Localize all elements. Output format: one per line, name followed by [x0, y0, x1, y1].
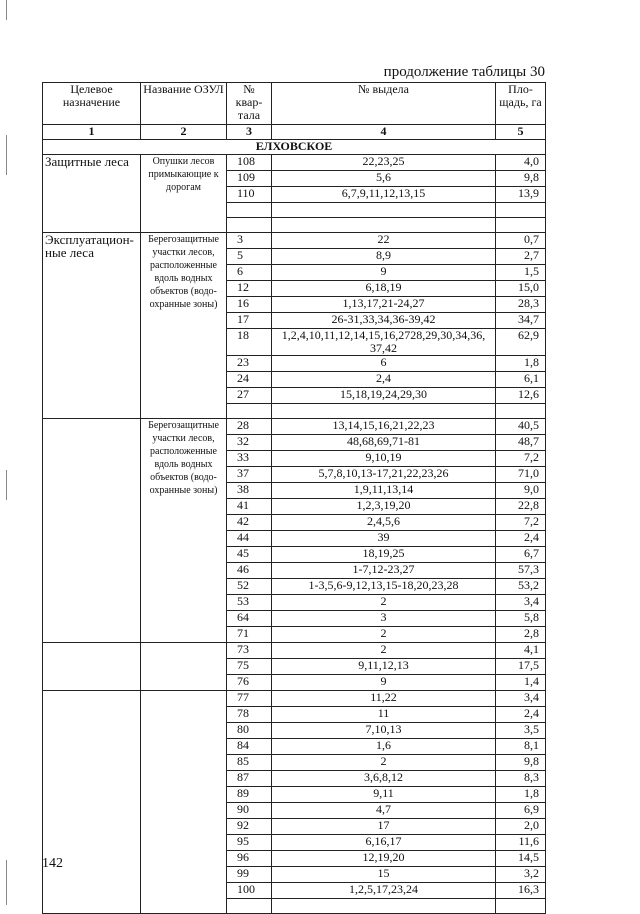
column-number: 4: [272, 125, 496, 140]
quarter-cell: 18: [227, 329, 272, 356]
purpose-cell: [43, 419, 141, 643]
area-cell: 4,1: [496, 643, 546, 659]
plot-cell: 6,18,19: [272, 281, 496, 297]
ozul-cell: Опушки лесов примыкающие к дорогам: [141, 155, 227, 233]
area-cell: 22,8: [496, 499, 546, 515]
quarter-cell: 52: [227, 579, 272, 595]
plot-cell: 13,14,15,16,21,22,23: [272, 419, 496, 435]
area-cell: 71,0: [496, 467, 546, 483]
area-cell: 8,1: [496, 739, 546, 755]
quarter-cell: 23: [227, 356, 272, 372]
quarter-cell: 5: [227, 249, 272, 265]
quarter-cell: 32: [227, 435, 272, 451]
area-cell: 1,4: [496, 675, 546, 691]
area-cell: 11,6: [496, 835, 546, 851]
plot-cell: 9,10,19: [272, 451, 496, 467]
quarter-cell: 84: [227, 739, 272, 755]
quarter-cell: 44: [227, 531, 272, 547]
plot-cell: 5,7,8,10,13-17,21,22,23,26: [272, 467, 496, 483]
plot-cell: 9: [272, 675, 496, 691]
plot-cell: 2: [272, 755, 496, 771]
plot-cell: 1,2,3,19,20: [272, 499, 496, 515]
plot-cell: 1,9,11,13,14: [272, 483, 496, 499]
table-row: [43, 419, 546, 435]
quarter-cell: 27: [227, 388, 272, 404]
quarter-cell: 108: [227, 155, 272, 171]
quarter-cell: 90: [227, 803, 272, 819]
quarter-cell: 95: [227, 835, 272, 851]
header-quarter: № квар-тала: [227, 83, 272, 125]
quarter-cell: 16: [227, 297, 272, 313]
plot-cell: 22,23,25: [272, 155, 496, 171]
plot-cell: 1-7,12-23,27: [272, 563, 496, 579]
table-body: [43, 155, 546, 914]
ozul-cell: [141, 643, 227, 691]
area-cell: 34,7: [496, 313, 546, 329]
area-cell: 2,7: [496, 249, 546, 265]
page-number: 142: [42, 856, 63, 871]
area-cell: 16,3: [496, 883, 546, 899]
area-cell: 48,7: [496, 435, 546, 451]
table-row: [43, 643, 546, 659]
empty-cell: [272, 203, 496, 218]
quarter-cell: 110: [227, 187, 272, 203]
column-number-row: [43, 125, 546, 140]
quarter-cell: 96: [227, 851, 272, 867]
plot-cell: 1,13,17,21-24,27: [272, 297, 496, 313]
area-cell: 7,2: [496, 451, 546, 467]
plot-cell: 18,19,25: [272, 547, 496, 563]
purpose-cell: [43, 691, 141, 914]
empty-cell: [496, 899, 546, 914]
area-cell: 53,2: [496, 579, 546, 595]
quarter-cell: 37: [227, 467, 272, 483]
area-cell: 15,0: [496, 281, 546, 297]
plot-cell: 9,11,12,13: [272, 659, 496, 675]
purpose-cell: [43, 643, 141, 691]
area-cell: 2,8: [496, 627, 546, 643]
plot-cell: 1,2,5,17,23,24: [272, 883, 496, 899]
table-row: [43, 155, 546, 171]
plot-cell: 6,16,17: [272, 835, 496, 851]
forest-plots-table: [42, 82, 546, 914]
column-number: 5: [496, 125, 546, 140]
table-caption: продолжение таблицы 30: [383, 64, 545, 80]
empty-cell: [496, 218, 546, 233]
empty-cell: [227, 218, 272, 233]
quarter-cell: 71: [227, 627, 272, 643]
empty-cell: [272, 218, 496, 233]
section-row: [43, 140, 546, 155]
table-row: [43, 233, 546, 249]
quarter-cell: 38: [227, 483, 272, 499]
quarter-cell: 80: [227, 723, 272, 739]
column-number: 1: [43, 125, 141, 140]
area-cell: 2,4: [496, 531, 546, 547]
plot-cell: 2: [272, 627, 496, 643]
area-cell: 17,5: [496, 659, 546, 675]
quarter-cell: 17: [227, 313, 272, 329]
plot-cell: 1,6: [272, 739, 496, 755]
header-area: Пло-щадь, га: [496, 83, 546, 125]
quarter-cell: 6: [227, 265, 272, 281]
quarter-cell: 100: [227, 883, 272, 899]
plot-cell: 6: [272, 356, 496, 372]
area-cell: 6,7: [496, 547, 546, 563]
quarter-cell: 75: [227, 659, 272, 675]
plot-cell: 17: [272, 819, 496, 835]
area-cell: 1,8: [496, 356, 546, 372]
quarter-cell: 64: [227, 611, 272, 627]
quarter-cell: 99: [227, 867, 272, 883]
quarter-cell: 33: [227, 451, 272, 467]
plot-cell: 9: [272, 265, 496, 281]
quarter-cell: 42: [227, 515, 272, 531]
area-cell: 3,4: [496, 691, 546, 707]
plot-cell: 5,6: [272, 171, 496, 187]
header-ozul: Название ОЗУЛ: [141, 83, 227, 125]
plot-cell: 1,2,4,10,11,12,14,15,16,2728,29,30,34,36, 37,42: [272, 329, 496, 356]
plot-cell: 15,18,19,24,29,30: [272, 388, 496, 404]
purpose-cell: Защитные леса: [43, 155, 141, 233]
empty-cell: [227, 899, 272, 914]
quarter-cell: 28: [227, 419, 272, 435]
quarter-cell: 53: [227, 595, 272, 611]
area-cell: 62,9: [496, 329, 546, 356]
plot-cell: 3: [272, 611, 496, 627]
plot-cell: 1-3,5,6-9,12,13,15-18,20,23,28: [272, 579, 496, 595]
empty-cell: [272, 404, 496, 419]
ozul-cell: Берегозащитные участки лесов, расположенные вдоль водных объектов (водо-охранные зоны): [141, 419, 227, 643]
plot-cell: 2,4: [272, 372, 496, 388]
plot-cell: 2: [272, 595, 496, 611]
area-cell: 3,2: [496, 867, 546, 883]
plot-cell: 7,10,13: [272, 723, 496, 739]
quarter-cell: 46: [227, 563, 272, 579]
plot-cell: 26-31,33,34,36-39,42: [272, 313, 496, 329]
section-title: ЕЛХОВСКОЕ: [43, 140, 546, 155]
column-number: 2: [141, 125, 227, 140]
quarter-cell: 89: [227, 787, 272, 803]
empty-cell: [496, 404, 546, 419]
plot-cell: 12,19,20: [272, 851, 496, 867]
plot-cell: 11: [272, 707, 496, 723]
area-cell: 0,7: [496, 233, 546, 249]
quarter-cell: 87: [227, 771, 272, 787]
ozul-cell: Берегозащитные участки лесов, расположенные вдоль водных объектов (водо-охранные зоны): [141, 233, 227, 419]
empty-cell: [227, 203, 272, 218]
empty-cell: [227, 404, 272, 419]
quarter-cell: 24: [227, 372, 272, 388]
empty-cell: [272, 899, 496, 914]
area-cell: 7,2: [496, 515, 546, 531]
table-row: [43, 691, 546, 707]
quarter-cell: 73: [227, 643, 272, 659]
area-cell: 9,0: [496, 483, 546, 499]
area-cell: 3,4: [496, 595, 546, 611]
scan-edge-mark: [6, 135, 7, 175]
scan-edge-mark: [6, 470, 7, 500]
area-cell: 14,5: [496, 851, 546, 867]
plot-cell: 48,68,69,71-81: [272, 435, 496, 451]
plot-cell: 4,7: [272, 803, 496, 819]
quarter-cell: 109: [227, 171, 272, 187]
plot-cell: 15: [272, 867, 496, 883]
area-cell: 40,5: [496, 419, 546, 435]
quarter-cell: 3: [227, 233, 272, 249]
area-cell: 13,9: [496, 187, 546, 203]
quarter-cell: 45: [227, 547, 272, 563]
area-cell: 8,3: [496, 771, 546, 787]
ozul-cell: [141, 691, 227, 914]
empty-cell: [496, 203, 546, 218]
plot-cell: 2: [272, 643, 496, 659]
area-cell: 12,6: [496, 388, 546, 404]
area-cell: 4,0: [496, 155, 546, 171]
area-cell: 6,1: [496, 372, 546, 388]
plot-cell: 6,7,9,11,12,13,15: [272, 187, 496, 203]
plot-cell: 2,4,5,6: [272, 515, 496, 531]
area-cell: 5,8: [496, 611, 546, 627]
scan-edge-mark: [6, 860, 7, 905]
plot-cell: 39: [272, 531, 496, 547]
header-row: [43, 83, 546, 125]
quarter-cell: 85: [227, 755, 272, 771]
plot-cell: 11,22: [272, 691, 496, 707]
header-purpose: Целевое назначение: [43, 83, 141, 125]
area-cell: 6,9: [496, 803, 546, 819]
column-number: 3: [227, 125, 272, 140]
quarter-cell: 78: [227, 707, 272, 723]
quarter-cell: 92: [227, 819, 272, 835]
area-cell: 1,5: [496, 265, 546, 281]
area-cell: 1,8: [496, 787, 546, 803]
plot-cell: 22: [272, 233, 496, 249]
area-cell: 57,3: [496, 563, 546, 579]
area-cell: 28,3: [496, 297, 546, 313]
plot-cell: 8,9: [272, 249, 496, 265]
header-plot: № выдела: [272, 83, 496, 125]
area-cell: 9,8: [496, 171, 546, 187]
plot-cell: 9,11: [272, 787, 496, 803]
quarter-cell: 76: [227, 675, 272, 691]
quarter-cell: 41: [227, 499, 272, 515]
area-cell: 2,0: [496, 819, 546, 835]
quarter-cell: 12: [227, 281, 272, 297]
plot-cell: 3,6,8,12: [272, 771, 496, 787]
area-cell: 2,4: [496, 707, 546, 723]
scan-edge-mark: [6, 0, 7, 20]
purpose-cell: Эксплуатацион-ные леса: [43, 233, 141, 419]
area-cell: 9,8: [496, 755, 546, 771]
quarter-cell: 77: [227, 691, 272, 707]
area-cell: 3,5: [496, 723, 546, 739]
